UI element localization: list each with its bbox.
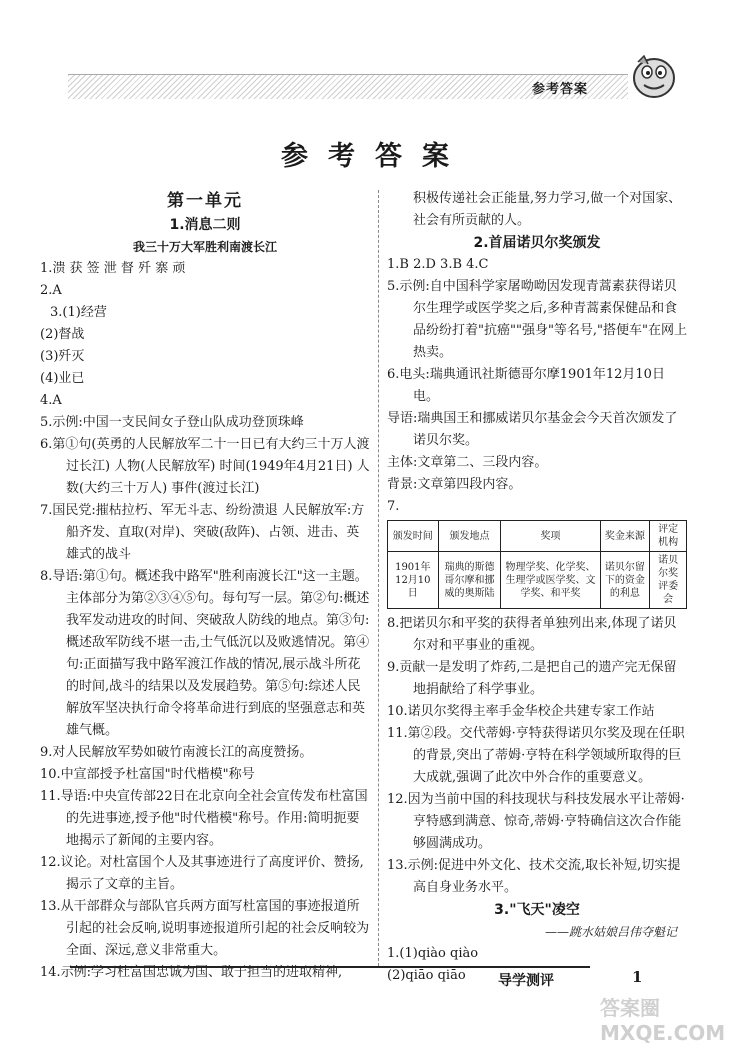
answer-item: 11.第②段。交代蒂姆·亨特获得诺贝尔奖及现在任职的背景,突出了蒂姆·亨特在科学领域所取得的巨大成就,强调了此次中外合作的重要意义。 [387, 726, 685, 785]
answer-item: 5.示例:中国一支民间女子登山队成功登顶珠峰 [40, 415, 304, 430]
answer-item: 9.对人民解放军势如破竹南渡长江的高度赞扬。 [40, 745, 313, 760]
lesson-heading-1: 1.消息二则 [169, 217, 241, 233]
answer-item: 1.B 2.D 3.B 4.C [387, 257, 489, 272]
answer-item: 1.溃 获 签 泄 督 歼 寨 顽 [40, 261, 186, 276]
column-divider [378, 190, 379, 966]
continued-answer: 积极传递社会正能量,努力学习,做一个对国家、社会有所贡献的人。 [413, 191, 682, 228]
answer-list-left [40, 258, 370, 984]
answer-item: 11.导语:中央宣传部22日在北京向全社会宣传发布杜富国的先进事迹,授予他"时代楷模"称号。作用:简明扼要地揭示了新闻的主要内容。 [40, 789, 368, 848]
answer-item: 7.国民党:摧枯拉朽、军无斗志、纷纷溃退 人民解放军:方船齐发、直取(对岸)、突破(敌阵)、占领、进击、英雄式的战斗 [40, 503, 365, 562]
answer-item: 12.议论。对杜富国个人及其事迹进行了高度评价、赞扬,揭示了文章的主旨。 [40, 855, 364, 892]
award-table-cell: 诺贝尔奖评委会 [650, 552, 687, 609]
page-title: 参考答案 [281, 141, 469, 172]
award-table-header-cell: 奖金来源 [600, 521, 650, 552]
lesson-heading-2: 2.首届诺贝尔奖颁发 [473, 235, 601, 251]
award-table-row [388, 552, 687, 609]
answer-item: 6.第①句(英勇的人民解放军二十一日已有大约三十万人渡过长江) 人物(人民解放军) 时间(1949年4月21日) 人数(大约三十万人) 事件(渡过长江) [40, 437, 370, 496]
answer-item: 1.(1)qiào qiào [387, 946, 479, 961]
award-table-cell: 1901年12月10日 [388, 552, 439, 609]
answer-item: 2.A [40, 283, 62, 298]
watermark-logo: 答案圈 MXQE.COM [600, 996, 726, 1045]
answer-item: 10.诺贝尔奖得主率手金华校企共建专家工作站 [387, 704, 655, 719]
answer-item: 6.电头:瑞典通讯社斯德哥尔摩1901年12月10日电。 [387, 367, 665, 404]
answer-item: (3)歼灭 [40, 349, 85, 364]
answer-item: (2)督战 [40, 327, 85, 342]
answer-item: 8.导语:第①句。概述我中路军"胜利南渡长江"这一主题。主体部分为第②③④⑤句。每句写一层。第②句:概述我军发动进攻的时间、突破敌人防线的地点。第③句:概述敌军防线不堪一击,士气低沉以及败逃情况。第④句:正面描写我中路军渡江作战的情况,展示战斗所花的时间,战斗的结果以及发展趋势。第⑤句:综述人民解放军坚决执行命令将革命进行到底的坚强意志和英雄气概。 [40, 569, 370, 738]
answer-item: 5.示例:自中国科学家屠呦呦因发现青蒿素获得诺贝尔生理学或医学奖之后,多种青蒿素保健品和食品纷纷打着"抗癌""强身"等名号,"搭便车"在网上热卖。 [387, 279, 688, 360]
answer-item: 14.示例:学习杜富国忠诚为国、敢于担当的进取精神, [40, 965, 343, 980]
answer-item: 9.贡献一是发明了炸药,二是把自己的遗产完无保留地捐献给了科学事业。 [387, 660, 677, 697]
award-table-header-cell: 评定机构 [650, 521, 687, 552]
award-table-cell: 物理学奖、化学奖、生理学或医学奖、文学奖、和平奖 [501, 552, 600, 609]
award-table [387, 520, 687, 609]
answer-item: 4.A [40, 393, 62, 408]
unit-heading: 第一单元 [167, 191, 243, 211]
answer-item: 背景:文章第四段内容。 [387, 477, 522, 492]
award-table-cell: 瑞典的斯德哥尔摩和挪威的奥斯陆 [438, 552, 501, 609]
answer-item: 7. [387, 499, 400, 514]
award-table-header-cell: 奖项 [501, 521, 600, 552]
answer-item: 13.示例:促进中外文化、技术交流,取长补短,切实提高自身业务水平。 [387, 858, 681, 895]
answer-item: (4)业已 [40, 371, 85, 386]
answer-item: 8.把诺贝尔和平奖的获得者单独列出来,体现了诺贝尔对和平事业的重视。 [387, 616, 677, 653]
answer-item: 13.从干部群众与部队官兵两方面写杜富国的事迹报道所引起的社会反响,说明事迹报道所引起的社会反响较为全面、深远,意义非常重大。 [40, 899, 370, 958]
answer-list-right-a [387, 254, 687, 518]
award-table-header [388, 521, 687, 552]
award-table-header-cell: 颁发地点 [438, 521, 501, 552]
page-number: 1 [632, 968, 643, 986]
footer-brand: 导学测评 [498, 973, 554, 989]
left-column [40, 188, 370, 984]
answer-item: 主体:文章第二、三段内容。 [387, 455, 548, 470]
header-label: 参考答案 [532, 82, 589, 97]
answer-item: 12.因为当前中国的科技现状与科技发展水平让蒂姆·亨特感到满意、惊奇,蒂姆·亨特确信这次合作能够圆满成功。 [387, 792, 685, 851]
answer-list-right-b [387, 613, 687, 899]
right-column [387, 188, 687, 987]
answer-item: 3.(1)经营 [50, 305, 107, 320]
lesson-subtitle: 我三十万大军胜利南渡长江 [132, 240, 277, 254]
lesson-heading-3: 3."飞天"凌空 [494, 902, 580, 918]
answer-item: 导语:瑞典国王和挪威诺贝尔基金会今天首次颁发了诺贝尔奖。 [387, 411, 678, 448]
footer-rule [70, 966, 590, 968]
lesson-byline: ——跳水姑娘吕伟夺魁记 [544, 925, 677, 939]
award-table-header-cell: 颁发时间 [388, 521, 439, 552]
mascot-icon [628, 50, 680, 102]
answer-item: 10.中宣部授予杜富国"时代楷模"称号 [40, 767, 255, 782]
award-table-cell: 诺贝尔留下的资金的利息 [600, 552, 650, 609]
answer-item: (2)qiāo qiāo [387, 968, 466, 983]
